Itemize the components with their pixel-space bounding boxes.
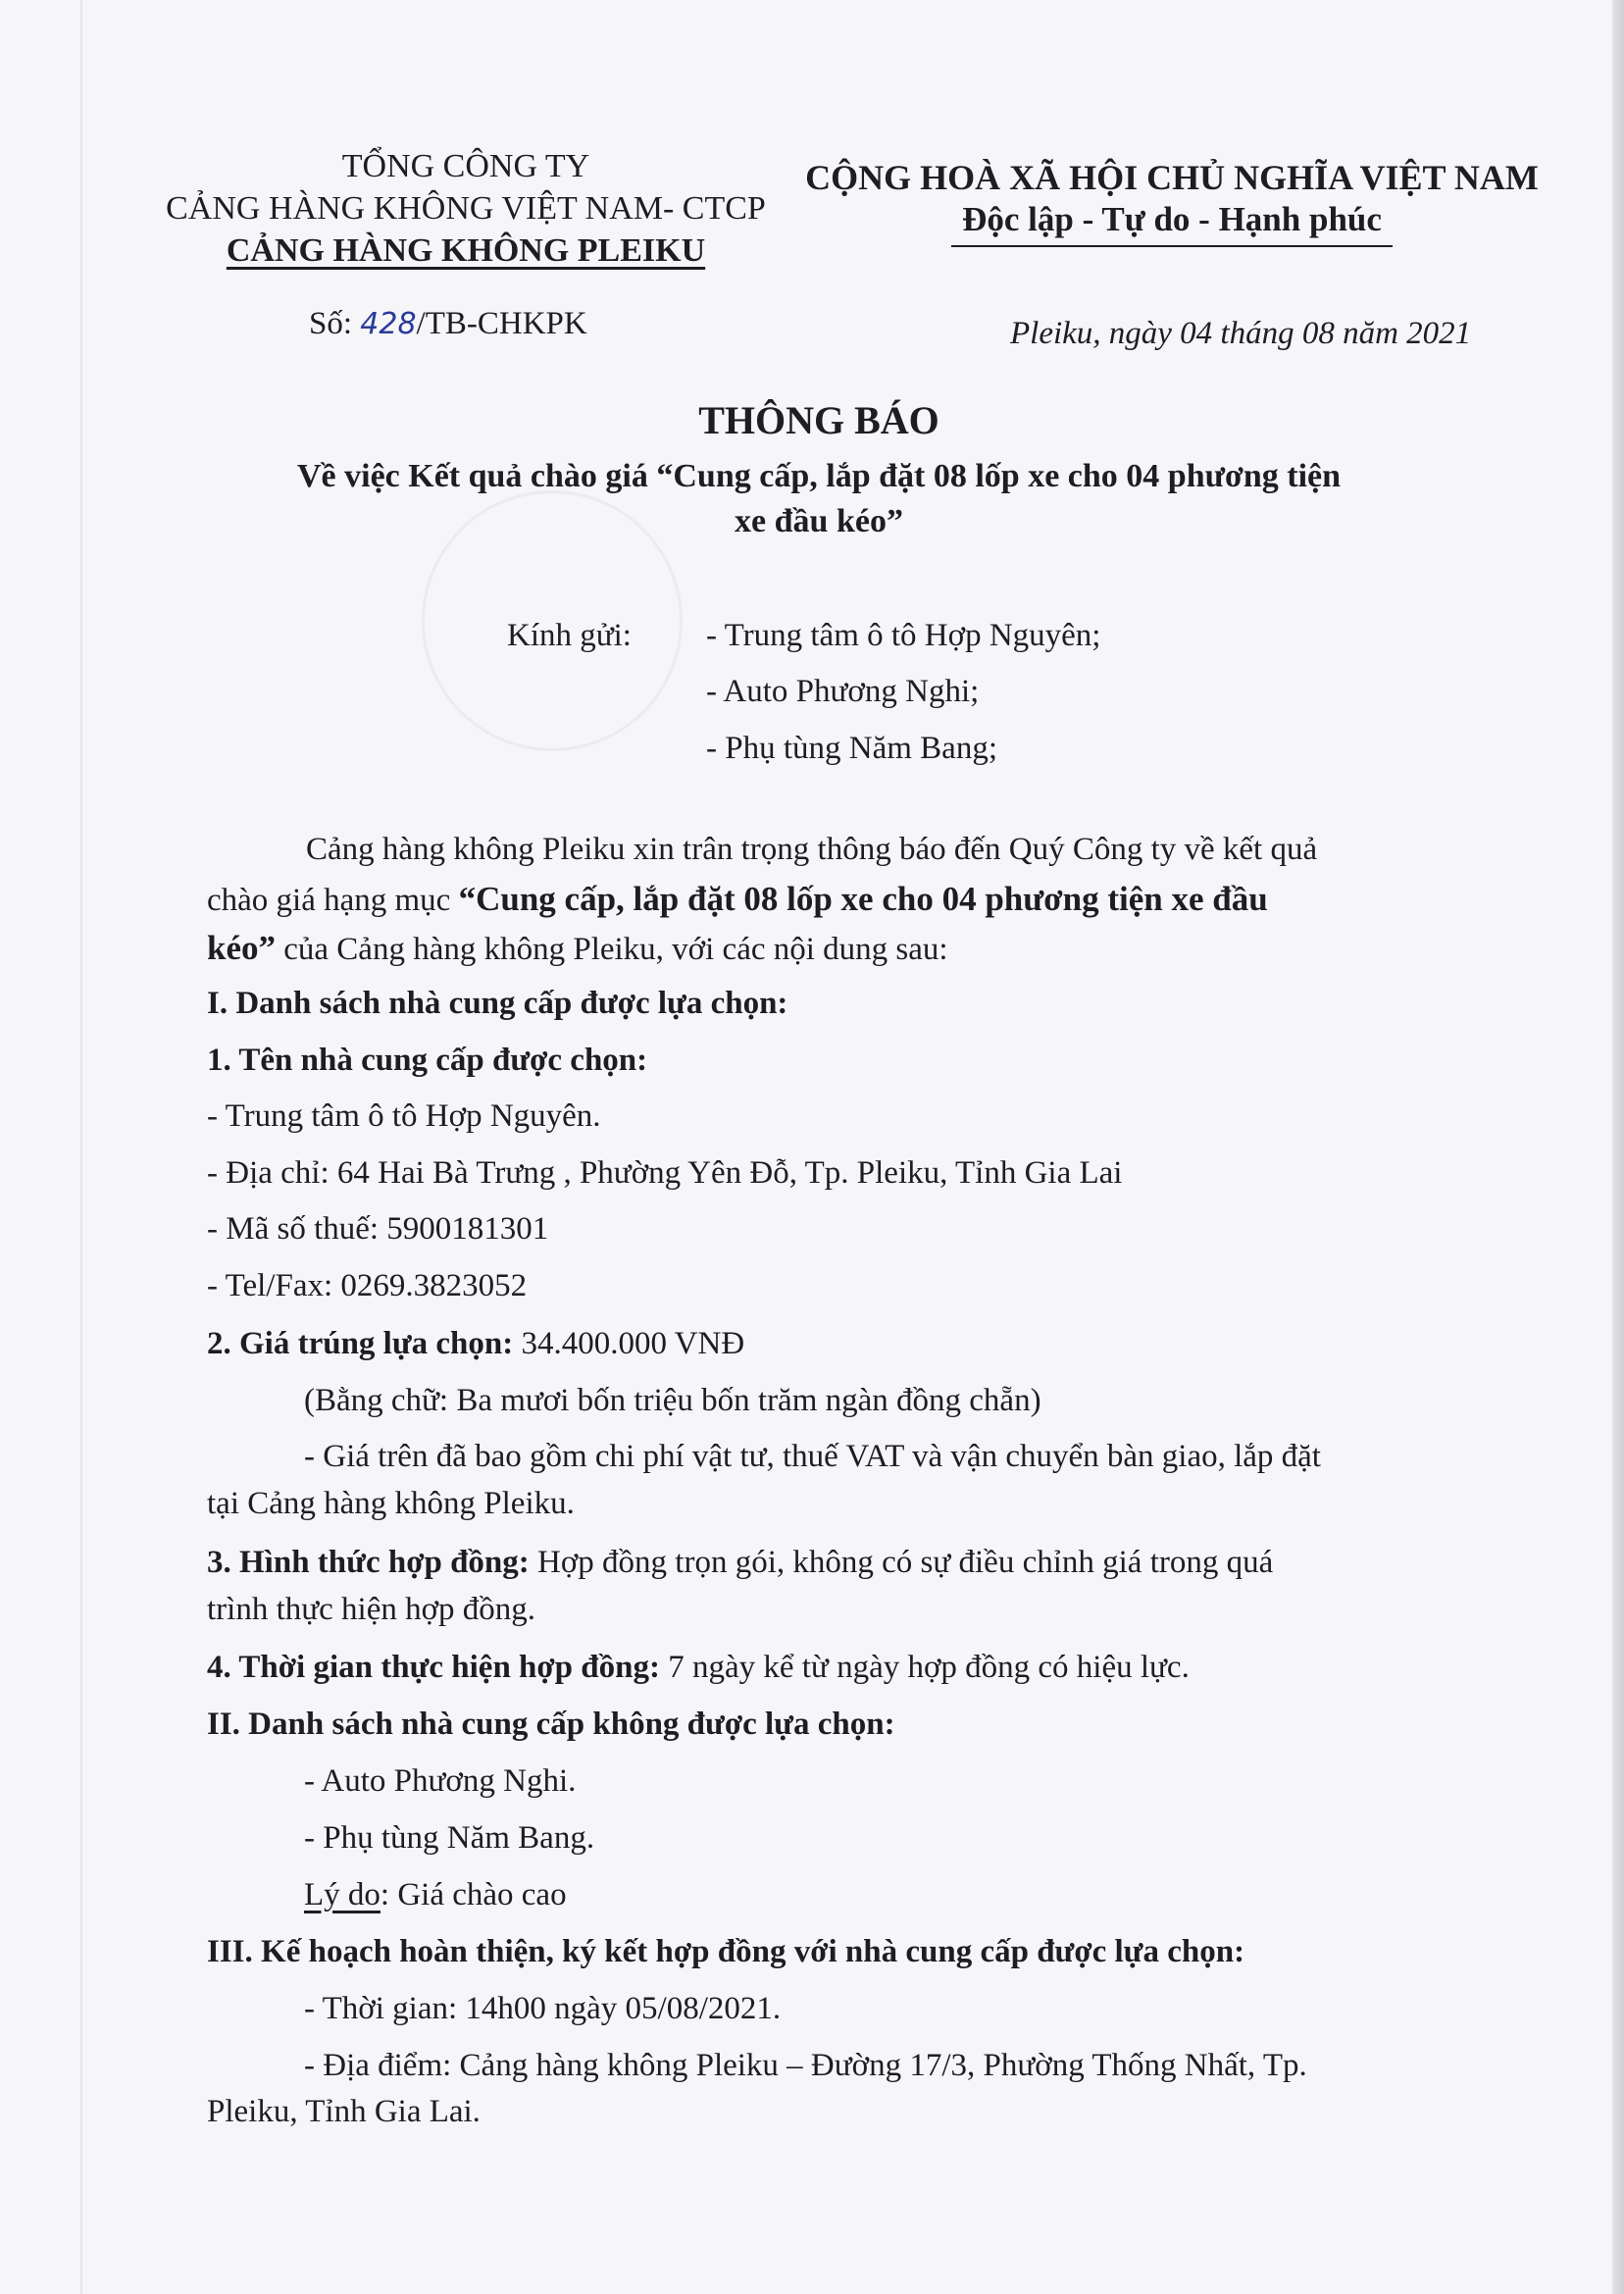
recipients-label: Kính gửi: (507, 618, 632, 653)
org-line1: TỔNG CÔNG TY (341, 148, 590, 184)
supplier-tax: - Mã số thuế: 5900181301 (207, 1211, 549, 1247)
document-number: Số: 428/TB-CHKPK (309, 306, 587, 341)
page-right-edge (1612, 0, 1624, 2294)
signing-place-line2: Pleiku, Tỉnh Gia Lai. (207, 2094, 481, 2129)
section2-heading: II. Danh sách nhà cung cấp không được lựa chọn: (207, 1707, 895, 1742)
org-name: CẢNG HÀNG KHÔNG PLEIKU (226, 232, 706, 269)
intro-line3: kéo” của Cảng hàng không Pleiku, với các nội dung sau: (207, 929, 948, 967)
rejection-reason: Lý do: Giá chào cao (304, 1877, 567, 1912)
motto: Độc lập - Tự do - Hạnh phúc (962, 200, 1382, 238)
time-line: 4. Thời gian thực hiện hợp đồng: 7 ngày kể từ ngày hợp đồng có hiệu lực. (207, 1650, 1190, 1685)
section3-heading: III. Kế hoạch hoàn thiện, ký kết hợp đồng với nhà cung cấp được lựa chọn: (207, 1934, 1245, 1969)
page-left-shadow (80, 0, 82, 2294)
country-title: CỘNG HOÀ XÃ HỘI CHỦ NGHĨA VIỆT NAM (805, 158, 1539, 197)
intro-line1: Cảng hàng không Pleiku xin trân trọng thông báo đến Quý Công ty về kết quả (306, 832, 1318, 867)
recipient-item: - Auto Phương Nghi; (706, 674, 980, 709)
supplier-tel: - Tel/Fax: 0269.3823052 (207, 1268, 528, 1303)
motto-underline (951, 245, 1393, 247)
supplier-name: - Trung tâm ô tô Hợp Nguyên. (207, 1098, 601, 1134)
intro-line2: chào giá hạng mục “Cung cấp, lắp đặt 08 lốp xe cho 04 phương tiện xe đầu (207, 880, 1268, 918)
org-line2: CẢNG HÀNG KHÔNG VIỆT NAM- CTCP (166, 190, 766, 227)
recipient-item: - Trung tâm ô tô Hợp Nguyên; (706, 618, 1101, 653)
rejected-item: - Phụ tùng Năm Bang. (304, 1820, 595, 1856)
price-note-line2: tại Cảng hàng không Pleiku. (207, 1486, 575, 1521)
contract-line2: trình thực hiện hợp đồng. (207, 1592, 536, 1627)
notice-title: THÔNG BÁO (698, 398, 939, 442)
recipient-item: - Phụ tùng Năm Bang; (706, 731, 997, 766)
org-line3 (137, 231, 794, 272)
supplier-address: - Địa chỉ: 64 Hai Bà Trưng , Phường Yên Đỗ, Tp. Pleiku, Tỉnh Gia Lai (207, 1155, 1123, 1191)
price-words: (Bằng chữ: Ba mươi bốn triệu bốn trăm ngàn đồng chẵn) (304, 1383, 1041, 1418)
document-date: Pleiku, ngày 04 tháng 08 năm 2021 (1010, 316, 1472, 351)
contract-line1: 3. Hình thức hợp đồng: Hợp đồng trọn gói, không có sự điều chỉnh giá trong quá (207, 1545, 1274, 1580)
price-note-line1: - Giá trên đã bao gồm chi phí vật tư, thuế VAT và vận chuyển bàn giao, lắp đặt (304, 1439, 1321, 1474)
signing-place-line1: - Địa điểm: Cảng hàng không Pleiku – Đường 17/3, Phường Thống Nhất, Tp. (304, 2048, 1307, 2083)
section1-sub1: 1. Tên nhà cung cấp được chọn: (207, 1043, 648, 1078)
handwritten-number: 428 (360, 307, 417, 341)
rejected-item: - Auto Phương Nghi. (304, 1763, 577, 1799)
notice-subject-line2: xe đầu kéo” (735, 503, 903, 539)
section1-heading: I. Danh sách nhà cung cấp được lựa chọn: (207, 986, 788, 1021)
price-line: 2. Giá trúng lựa chọn: 34.400.000 VNĐ (207, 1326, 745, 1361)
notice-subject-line1: Về việc Kết quả chào giá “Cung cấp, lắp đặt 08 lốp xe cho 04 phương tiện (296, 458, 1342, 494)
signing-time: - Thời gian: 14h00 ngày 05/08/2021. (304, 1991, 782, 2026)
